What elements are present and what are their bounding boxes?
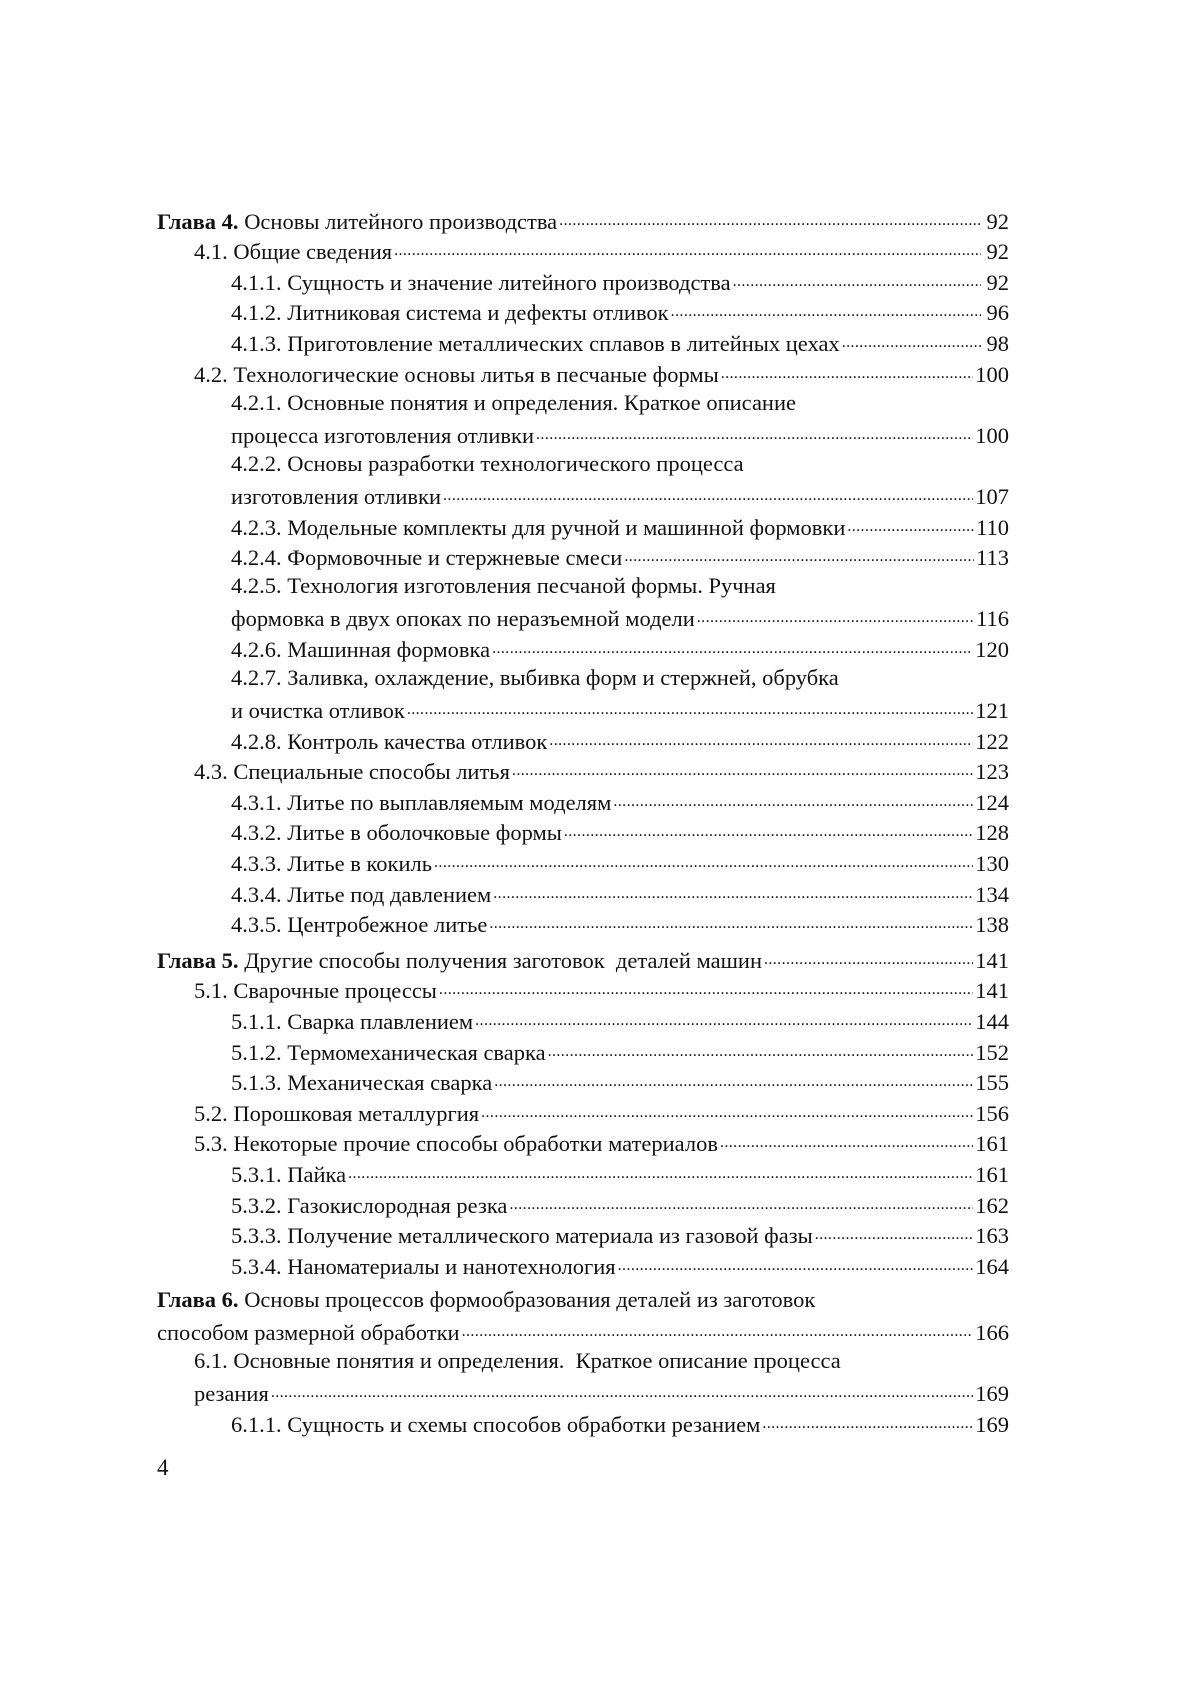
toc-page-number: 107 — [975, 483, 1009, 509]
toc-entry-4-3-4[interactable] — [157, 877, 1009, 908]
dot-leader — [624, 547, 974, 571]
toc-entry-4-1-3[interactable] — [157, 326, 1009, 357]
toc-entry-chapter-6[interactable] — [157, 1315, 1009, 1346]
toc-page-number: 161 — [975, 1131, 1009, 1157]
toc-entry-title: 4.2.8. Контроль качества отливок — [231, 728, 548, 754]
dot-leader — [762, 1414, 973, 1438]
toc-entry-5-1[interactable] — [157, 974, 1009, 1005]
dot-leader — [548, 1042, 974, 1066]
toc-page-number: 141 — [975, 978, 1009, 1004]
dot-leader — [434, 853, 973, 877]
chapter-prefix: Глава 6. — [157, 1286, 239, 1312]
toc-entry-5-1-3[interactable] — [157, 1066, 1009, 1097]
toc-entry-title: Основы литейного производства — [238, 208, 558, 234]
dot-leader — [697, 608, 974, 632]
toc-entry-4-1[interactable] — [157, 235, 1009, 266]
toc-page-number: 123 — [975, 759, 1009, 785]
toc-page-number: 122 — [975, 728, 1009, 754]
toc-page-number: 161 — [975, 1162, 1009, 1187]
dot-leader — [439, 980, 973, 1004]
dot-leader — [559, 211, 981, 235]
toc-page-number: 166 — [975, 1319, 1009, 1345]
toc-entry-title: 4.2.3. Модельные комплекты для ручной и машинной формовки — [231, 514, 846, 540]
toc-page-number: 110 — [976, 514, 1009, 540]
dot-leader — [443, 486, 973, 510]
toc-entry-title: Другие способы получения заготовок деталей машин — [238, 947, 762, 973]
toc-entry-4-2-5-line1: 4.2.5. Технология изготовления песчаной формы. Ручная — [231, 573, 776, 599]
toc-entry-title: 4.3.1. Литье по выплавляемым моделям — [231, 789, 612, 815]
toc-entry-4-2-6[interactable] — [157, 632, 1009, 663]
toc-entry-title: 4.2.4. Формовочные и стержневые смеси — [231, 545, 623, 571]
toc-entry-title: 4.2.6. Машинная формовка — [231, 636, 491, 662]
dot-leader — [475, 1011, 973, 1035]
table-of-contents — [157, 204, 1009, 1438]
toc-entry-title: 4.3.5. Центробежное литье — [231, 912, 488, 938]
dot-leader — [462, 1322, 974, 1346]
toc-page-number: 113 — [976, 545, 1009, 571]
dot-leader — [842, 333, 981, 357]
dot-leader — [536, 425, 973, 449]
toc-entry-title: 5.2. Порошковая металлургия — [194, 1100, 480, 1126]
toc-entry-title: 5.1.1. Сварка плавлением — [231, 1009, 474, 1035]
toc-page-number: 164 — [975, 1253, 1009, 1279]
toc-entry-4-1-1[interactable] — [157, 265, 1009, 296]
dot-leader — [671, 302, 981, 326]
toc-entry-chapter-5[interactable] — [157, 943, 1009, 974]
toc-page-number: 134 — [975, 881, 1009, 907]
toc-entry-title: 4.3.4. Литье под давлением — [231, 881, 492, 907]
toc-page-number: 100 — [975, 422, 1009, 448]
toc-entry-4-2-7-line1: 4.2.7. Заливка, охлаждение, выбивка форм и стержней, обрубка — [231, 664, 839, 690]
toc-entry-4-3[interactable] — [157, 755, 1009, 786]
toc-entry-title: 4.3.3. Литье в кокиль — [231, 851, 433, 877]
toc-page-number: 98 — [986, 330, 1009, 356]
toc-entry-6-1-1[interactable] — [157, 1407, 1009, 1438]
toc-page-number: 92 — [986, 269, 1009, 295]
toc-entry-5-1-2[interactable] — [157, 1035, 1009, 1066]
toc-entry-5-3-3[interactable] — [157, 1219, 1009, 1250]
toc-page-number: 96 — [986, 300, 1009, 326]
toc-entry-title: 5.3.3. Получение металлического материала из газовой фазы — [231, 1223, 813, 1249]
toc-page-number: 141 — [975, 947, 1009, 973]
dot-leader — [489, 914, 973, 938]
toc-entry-title: 5.3.1. Пайка — [231, 1162, 347, 1187]
toc-page-number: 121 — [975, 698, 1009, 724]
toc-entry-title: формовка в двух опоках по неразъемной модели — [231, 606, 695, 632]
toc-entry-title: 5.1.3. Механическая сварка — [231, 1070, 493, 1096]
dot-leader — [721, 364, 974, 388]
dot-leader — [815, 1225, 974, 1249]
chapter-prefix: Глава 5. — [157, 947, 239, 973]
dot-leader — [764, 950, 973, 974]
toc-entry-title: 4.1.2. Литниковая система и дефекты отливок — [231, 300, 669, 326]
dot-leader — [271, 1383, 973, 1407]
toc-entry-5-2[interactable] — [157, 1096, 1009, 1127]
toc-page-number: 128 — [975, 820, 1009, 846]
toc-page-number: 120 — [975, 636, 1009, 662]
toc-entry-title: изготовления отливки — [231, 483, 442, 509]
toc-page-number: 156 — [975, 1100, 1009, 1126]
toc-entry-title: резания — [194, 1381, 269, 1407]
toc-entry-title: 4.3. Специальные способы литья — [194, 759, 510, 785]
toc-entry-4-3-5[interactable] — [157, 908, 1009, 939]
toc-entry-4-2-8[interactable] — [157, 724, 1009, 755]
toc-entry-title: 5.3. Некоторые прочие способы обработки материалов — [194, 1131, 718, 1157]
toc-entry-4-2-3[interactable] — [157, 510, 1009, 541]
toc-entry-title: Основы процессов формообразования деталей из заготовок — [238, 1286, 816, 1312]
toc-page-number: 92 — [986, 239, 1009, 265]
toc-entry-title: 5.3.2. Газокислородная резка — [231, 1192, 508, 1218]
toc-page-number: 144 — [975, 1009, 1009, 1035]
toc-page-number: 130 — [975, 851, 1009, 877]
toc-entry-4-2[interactable] — [157, 357, 1009, 388]
toc-entry-title: 5.1. Сварочные процессы — [194, 978, 437, 1004]
toc-entry-4-2-1[interactable] — [157, 418, 1009, 449]
toc-entry-4-2-1-line1: 4.2.1. Основные понятия и определения. Краткое описание — [231, 389, 796, 415]
dot-leader — [512, 761, 973, 785]
toc-page-number: 124 — [975, 789, 1009, 815]
toc-entry-4-2-2[interactable] — [157, 479, 1009, 510]
toc-entry-5-3[interactable] — [157, 1127, 1009, 1158]
toc-entry-4-3-2[interactable] — [157, 816, 1009, 847]
toc-entry-title: 4.1. Общие сведения — [194, 239, 393, 265]
toc-page-number: 152 — [975, 1039, 1009, 1065]
toc-entry-title: способом размерной обработки — [157, 1319, 460, 1345]
dot-leader — [481, 1103, 973, 1127]
dot-leader — [613, 792, 973, 816]
dot-leader — [348, 1164, 973, 1188]
toc-entry-5-3-2[interactable] — [157, 1188, 1009, 1219]
toc-entry-title: 4.3.2. Литье в оболочковые формы — [231, 820, 562, 846]
toc-entry-title: процесса изготовления отливки — [231, 422, 535, 448]
dot-leader — [492, 639, 973, 663]
chapter-prefix: Глава 4. — [157, 208, 239, 234]
dot-leader — [733, 272, 981, 296]
toc-page-number: 92 — [986, 208, 1009, 234]
toc-entry-4-3-3[interactable] — [157, 846, 1009, 877]
toc-entry-6-1-line1: 6.1. Основные понятия и определения. Краткое описание процесса — [194, 1347, 841, 1373]
dot-leader — [847, 517, 974, 541]
toc-entry-title: 5.3.4. Наноматериалы и нанотехнология — [231, 1253, 616, 1279]
toc-entry-4-3-1[interactable] — [157, 785, 1009, 816]
toc-entry-5-3-1[interactable] — [157, 1157, 1009, 1188]
toc-entry-5-3-4[interactable] — [157, 1249, 1009, 1280]
toc-page-number: 155 — [975, 1070, 1009, 1096]
toc-entry-title: 4.1.3. Приготовление металлических сплавов в литейных цехах — [231, 330, 840, 356]
toc-entry-4-2-4[interactable] — [157, 541, 1009, 572]
toc-page-number: 169 — [975, 1411, 1009, 1437]
toc-page-number: 169 — [975, 1381, 1009, 1407]
toc-page-number: 116 — [976, 606, 1009, 632]
toc-entry-chapter-6-line1 — [157, 1285, 1009, 1316]
dot-leader — [549, 731, 973, 755]
toc-page-number: 163 — [975, 1223, 1009, 1249]
dot-leader — [564, 822, 973, 846]
toc-entry-4-2-7[interactable] — [157, 694, 1009, 725]
toc-entry-4-1-2[interactable] — [157, 296, 1009, 327]
dot-leader — [720, 1133, 973, 1157]
toc-entry-4-2-5[interactable] — [157, 602, 1009, 633]
toc-entry-4-2-2-line1: 4.2.2. Основы разработки технологического процесса — [231, 450, 744, 476]
dot-leader — [407, 700, 973, 724]
dot-leader — [509, 1195, 973, 1219]
dot-leader — [618, 1256, 974, 1280]
toc-entry-title: 5.1.2. Термомеханическая сварка — [231, 1039, 546, 1065]
toc-entry-title: 6.1.1. Сущность и схемы способов обработки резанием — [231, 1411, 761, 1437]
toc-entry-6-1[interactable] — [157, 1377, 1009, 1408]
toc-page-number: 162 — [975, 1192, 1009, 1218]
toc-entry-title: 4.1.1. Сущность и значение литейного производства — [231, 269, 731, 295]
page-number: 4 — [157, 1455, 169, 1480]
toc-entry-chapter-4[interactable] — [157, 204, 1009, 235]
dot-leader — [493, 884, 973, 908]
toc-page-number: 100 — [975, 361, 1009, 387]
toc-entry-title: 4.2. Технологические основы литья в песчаные формы — [194, 361, 719, 387]
toc-page-number: 138 — [975, 912, 1009, 938]
toc-entry-5-1-1[interactable] — [157, 1004, 1009, 1035]
toc-entry-title: и очистка отливок — [231, 698, 405, 724]
dot-leader — [394, 241, 981, 265]
dot-leader — [494, 1072, 973, 1096]
